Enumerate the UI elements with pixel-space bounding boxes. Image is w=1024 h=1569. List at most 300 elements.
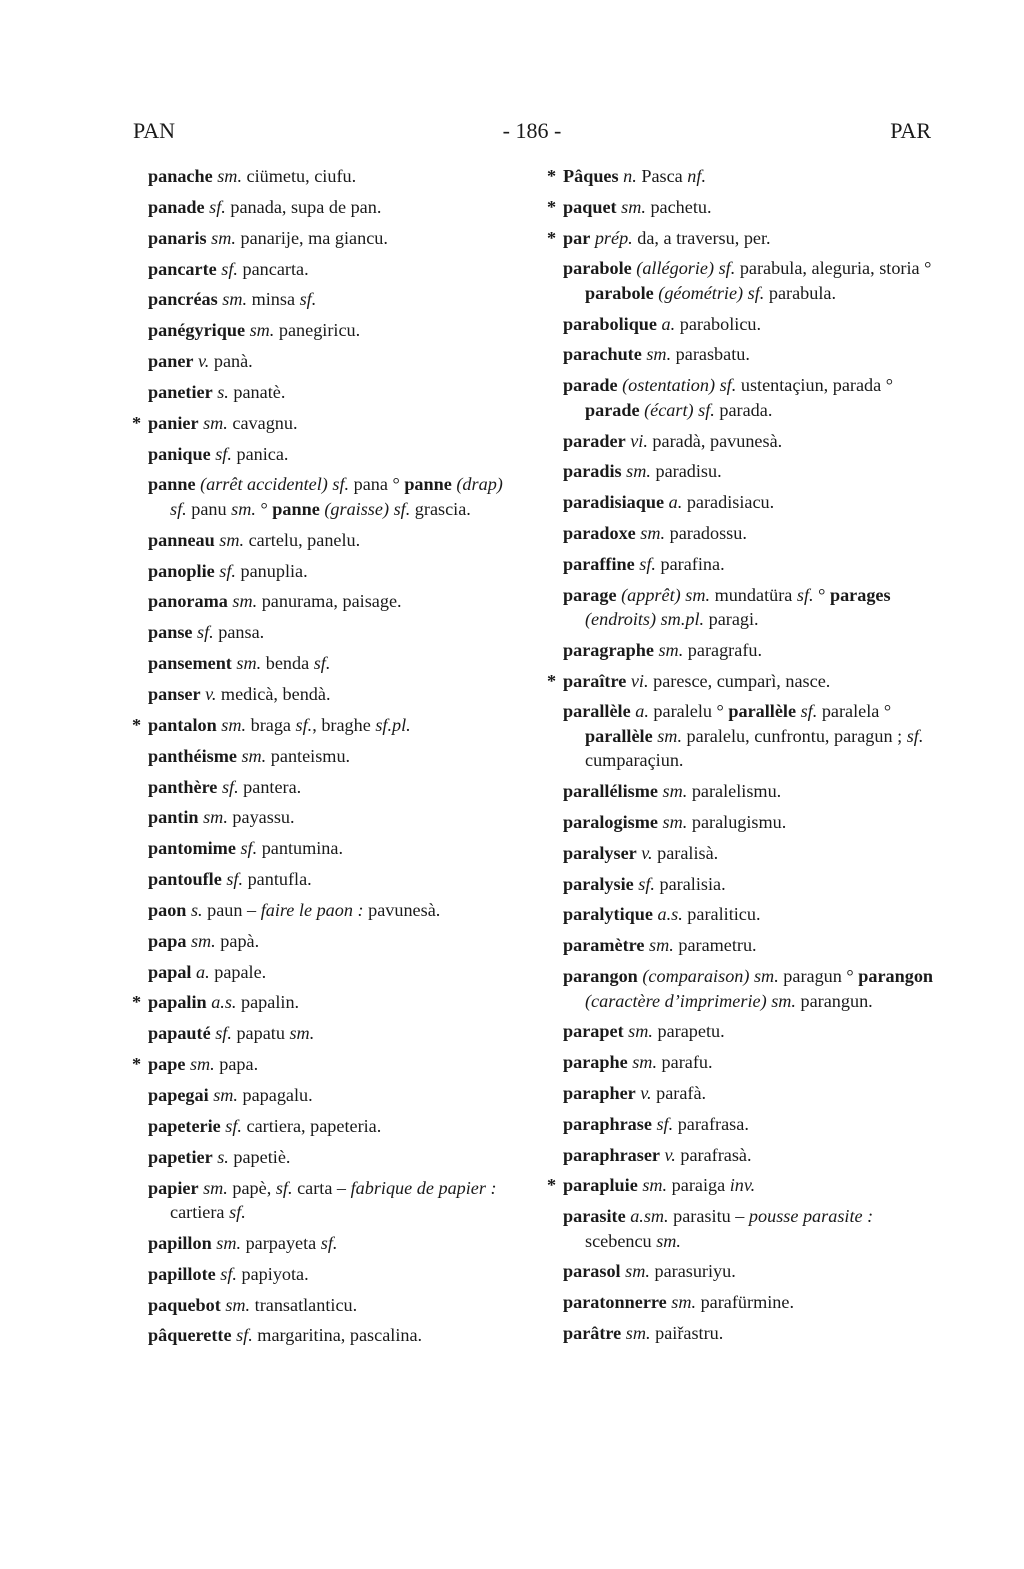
header-first-word: PAN (133, 118, 175, 143)
grammar-label: sm. (626, 461, 651, 482)
headword: pantoufle (148, 869, 222, 890)
definition-text: mundatüra (710, 584, 797, 605)
grammar-label: sf. (236, 1325, 253, 1346)
dictionary-entry (132, 990, 524, 1015)
right-column (547, 164, 935, 1352)
asterisk-marker: * (132, 412, 142, 433)
headword: paralogisme (563, 812, 658, 833)
grammar-label: a. (635, 701, 649, 722)
dictionary-entry (563, 1143, 935, 1168)
definition-text: ciümetu, ciufu. (242, 166, 357, 186)
headword: parâtre (563, 1323, 622, 1343)
grammar-label: sf.pl. (375, 714, 411, 735)
grammar-label: a. (661, 313, 676, 334)
grammar-label: sf. (638, 873, 655, 894)
grammar-label: sm. (753, 966, 779, 987)
headword: pâquerette (148, 1325, 232, 1346)
grammar-label: sm. (232, 591, 258, 612)
headword: paradoxe (563, 522, 636, 543)
definition-text: cumparaçiun. (585, 750, 684, 771)
grammar-label: sm. (221, 714, 247, 735)
grammar-label: sf. (215, 443, 232, 464)
headword: papa (148, 930, 187, 951)
asterisk-marker: * (547, 670, 557, 691)
dictionary-entry (148, 380, 524, 405)
dictionary-entry (148, 195, 524, 220)
headword: panique (148, 443, 211, 464)
definition-text: parabula. (764, 282, 837, 303)
definition-text: papè, (227, 1177, 276, 1198)
headword: paramètre (563, 935, 645, 956)
definition-text: panà. (209, 351, 253, 372)
definition-text: paralelu, cunfrontu, paragun ; (682, 725, 907, 746)
definition-text: panu (186, 498, 232, 519)
grammar-label: sf. (393, 498, 411, 519)
headword: parader (563, 430, 626, 451)
headword: panier (148, 412, 199, 433)
headword: paquebot (148, 1294, 221, 1315)
asterisk-marker: * (547, 227, 557, 248)
headword: parasite (563, 1206, 626, 1227)
grammar-label: v. (640, 1082, 652, 1103)
dictionary-entry (148, 589, 524, 614)
definition-text: parabula, aleguria, storia ° (735, 258, 932, 279)
definition-text: paresce, cumparì, nasce. (648, 670, 831, 691)
dictionary-entry (563, 779, 935, 804)
headword: parasol (563, 1261, 621, 1282)
definition-text: paralisia. (654, 873, 726, 894)
dictionary-entry (563, 964, 935, 1013)
grammar-label: sf. (240, 838, 258, 859)
grammar-label: sm. (225, 1294, 251, 1315)
definition-text: parafina. (655, 553, 725, 574)
dictionary-entry (563, 459, 935, 484)
definition-text: papiyota. (236, 1263, 309, 1284)
definition-text: paralela ° (817, 701, 892, 722)
left-column (132, 164, 524, 1354)
dictionary-entry (547, 164, 935, 189)
headword: pantin (148, 807, 199, 828)
grammar-label: sm. (289, 1023, 315, 1044)
headword: papal (148, 961, 192, 982)
dictionary-entry (547, 226, 935, 251)
dictionary-entry (563, 256, 935, 305)
dictionary-entry (148, 349, 524, 374)
grammar-label: a. (196, 961, 210, 982)
headword: pancréas (148, 289, 218, 310)
headword: pantomime (148, 838, 236, 859)
definition-text: parametru. (673, 935, 757, 956)
headword: parapluie (563, 1175, 638, 1196)
usage-label: (drap) (456, 474, 503, 495)
grammar-label: sm. (213, 1084, 238, 1105)
dictionary-entry (148, 1293, 524, 1318)
definition-text: parafà. (651, 1082, 707, 1103)
definition-text: paragi. (704, 609, 759, 630)
asterisk-marker: * (132, 714, 142, 735)
dictionary-entry (563, 1290, 935, 1315)
grammar-label: sm. (671, 1292, 697, 1313)
definition-text: pantufla. (243, 869, 312, 890)
headword: paquet (563, 196, 617, 217)
headword: parabole (563, 258, 632, 279)
definition-text: panurama, paisage. (257, 591, 402, 612)
definition-text: paraiga (667, 1175, 730, 1196)
dictionary-entry (563, 1019, 935, 1044)
grammar-label: sm. (662, 781, 688, 802)
definition-text: Pasca (636, 166, 688, 186)
dictionary-entry (148, 867, 524, 892)
headword: panneau (148, 529, 215, 550)
dictionary-entry (563, 902, 935, 927)
usage-label: (ostentation) (622, 375, 716, 396)
headword: pansement (148, 653, 232, 674)
grammar-label: sf. (299, 289, 317, 310)
grammar-label: sf. (275, 1177, 293, 1198)
dictionary-entry (148, 528, 524, 553)
headword: panégyrique (148, 320, 246, 341)
headword: parachute (563, 344, 642, 365)
headword: panorama (148, 591, 228, 612)
asterisk-marker: * (132, 1054, 142, 1075)
dictionary-entry (563, 1081, 935, 1106)
usage-label: fabrique de papier : (350, 1177, 497, 1198)
headword: parallèle (728, 701, 797, 722)
definition-text: paun – (202, 899, 261, 920)
grammar-label: sm. (219, 529, 245, 550)
dictionary-entry (563, 1321, 935, 1346)
definition-text: cartiera, papeteria. (241, 1115, 382, 1136)
headword: paradisiaque (563, 492, 665, 513)
definition-text: minsa (247, 289, 300, 310)
headword: papegai (148, 1084, 209, 1105)
dictionary-entry (132, 411, 524, 436)
dictionary-entry (148, 1145, 524, 1170)
grammar-label: s. (190, 899, 203, 920)
definition-text: cartiera (170, 1202, 230, 1222)
usage-label: pousse parasite : (748, 1206, 874, 1227)
definition-text: paralelismu. (687, 781, 782, 802)
headword: papalin (148, 992, 207, 1013)
headword: paralyser (563, 842, 637, 863)
grammar-label: sm. (222, 289, 248, 310)
usage-label: (apprêt) (621, 584, 681, 605)
grammar-label: sf. (332, 474, 350, 495)
grammar-label: sm. (621, 196, 646, 217)
dictionary-entry (563, 872, 935, 897)
definition-text: papetiè. (228, 1146, 291, 1167)
definition-text: papalin. (236, 992, 300, 1013)
definition-text: parafu. (657, 1052, 713, 1073)
dictionary-entry (547, 1173, 935, 1198)
headword: paratonnerre (563, 1292, 667, 1313)
headword: pancarte (148, 258, 217, 279)
usage-label: (arrêt accidentel) (200, 474, 328, 495)
grammar-label: nf. (687, 166, 706, 186)
grammar-label: sf. (221, 776, 239, 797)
definition-text: panica. (231, 443, 289, 464)
definition-text: papatu (231, 1023, 290, 1044)
dictionary-entry (148, 1323, 524, 1348)
dictionary-entry (148, 775, 524, 800)
grammar-label: v. (664, 1144, 676, 1165)
definition-text: parangun. (795, 990, 873, 1011)
definition-text: panteismu. (266, 745, 351, 766)
headword: paraître (563, 670, 627, 691)
dictionary-entry (563, 933, 935, 958)
dictionary-entry (148, 1176, 524, 1225)
grammar-label: sm. (189, 1054, 215, 1075)
usage-label: (écart) (644, 399, 694, 420)
definition-text: pansa. (213, 622, 265, 643)
definition-text: paralelu ° (648, 701, 729, 722)
headword: parade (563, 375, 618, 396)
grammar-label: sm. (203, 807, 228, 828)
headword: paner (148, 351, 194, 372)
grammar-label: v. (198, 351, 210, 372)
grammar-label: sm. (625, 1323, 651, 1343)
definition-text: grascia. (410, 498, 471, 519)
dictionary-entry (148, 472, 524, 521)
dictionary-entry (563, 1259, 935, 1284)
dictionary-entry (148, 1231, 524, 1256)
headword: papeterie (148, 1115, 221, 1136)
dictionary-entry (563, 429, 935, 454)
grammar-label: sf. (295, 714, 313, 735)
dictionary-entry (148, 164, 524, 189)
grammar-label: sm. (625, 1261, 650, 1282)
grammar-label: s. (217, 381, 229, 402)
grammar-label: sm. (628, 1021, 653, 1042)
headword: parabolique (563, 313, 657, 334)
usage-label: (allégorie) (636, 258, 715, 279)
grammar-label: prép. (594, 227, 633, 248)
grammar-label: sf. (639, 553, 656, 574)
dictionary-entry (563, 521, 935, 546)
grammar-label: vi. (630, 430, 648, 451)
dictionary-entry (148, 287, 524, 312)
dictionary-entry (563, 490, 935, 515)
dictionary-entry (563, 699, 935, 773)
headword: paradis (563, 461, 622, 482)
headword: paraphrase (563, 1113, 652, 1134)
running-header (133, 118, 931, 148)
grammar-label: sm. (656, 1230, 681, 1251)
headword: pantalon (148, 714, 217, 735)
usage-label: (géométrie) (658, 282, 744, 303)
grammar-label: sf. (209, 196, 226, 217)
grammar-label: sm. (771, 990, 796, 1011)
headword: parapher (563, 1082, 636, 1103)
definition-text: parafrasà. (675, 1144, 752, 1165)
dictionary-entry (148, 257, 524, 282)
definition-text: paiřastru. (650, 1323, 724, 1343)
definition-text: pantera. (238, 776, 302, 797)
grammar-label: sm. (236, 653, 262, 674)
headword: papauté (148, 1023, 211, 1044)
headword: paralysie (563, 873, 634, 894)
headword: panoplie (148, 560, 215, 581)
definition-text: paragrafu. (683, 639, 763, 660)
grammar-label: sm. (211, 227, 236, 248)
grammar-label: sf. (221, 258, 238, 279)
dictionary-entry (563, 1050, 935, 1075)
dictionary-entry (547, 669, 935, 694)
definition-text: paralugismu. (687, 812, 787, 833)
headword: panthéisme (148, 745, 237, 766)
grammar-label: sf. (313, 653, 331, 674)
definition-text: transatlanticu. (250, 1294, 358, 1315)
definition-text: paradisu. (650, 461, 722, 482)
definition-text: margaritina, pascalina. (252, 1325, 423, 1346)
headword: parallèle (585, 725, 653, 746)
definition-text: ustentaçiun, parada ° (736, 375, 894, 396)
definition-text: panada, supa de pan. (225, 196, 382, 217)
definition-text: paragun ° (778, 966, 859, 987)
dictionary-entry (563, 810, 935, 835)
dictionary-entry (148, 651, 524, 676)
definition-text: payassu. (227, 807, 295, 828)
grammar-label: sf. (197, 622, 214, 643)
grammar-label: sm. (662, 812, 688, 833)
headword: parade (585, 399, 640, 420)
definition-text: pachetu. (645, 196, 712, 217)
definition-text: parabolicu. (675, 313, 762, 334)
grammar-label: sf. (226, 869, 244, 890)
headword: papetier (148, 1146, 213, 1167)
headword: papillote (148, 1263, 216, 1284)
definition-text: paradisiacu. (682, 492, 775, 513)
dictionary-entry (563, 552, 935, 577)
grammar-label: sm. (685, 584, 711, 605)
dictionary-entry (148, 929, 524, 954)
grammar-label: a. (668, 492, 683, 513)
usage-label: (caractère d’imprimerie) (585, 990, 767, 1011)
dictionary-entry (148, 226, 524, 251)
headword: panade (148, 196, 205, 217)
dictionary-entry (148, 559, 524, 584)
headword: panaris (148, 227, 207, 248)
grammar-label: sm. (231, 498, 256, 519)
dictionary-entry (563, 373, 935, 422)
grammar-label: n. (623, 166, 637, 186)
headword: panser (148, 684, 201, 704)
headword: paon (148, 899, 187, 920)
definition-text: papa. (214, 1054, 259, 1075)
definition-text: scebencu (585, 1230, 657, 1251)
headword: parabole (585, 282, 654, 303)
headword: paraphraser (563, 1144, 660, 1165)
definition-text: cartelu, panelu. (244, 529, 361, 550)
dictionary-entry (148, 1262, 524, 1287)
headword: paraphe (563, 1052, 628, 1073)
grammar-label: sm. (216, 1232, 242, 1253)
grammar-label: sf. (800, 701, 818, 722)
usage-label: (endroits) (585, 609, 657, 630)
definition-text: papagalu. (237, 1084, 313, 1105)
grammar-label: sm. (190, 930, 216, 951)
headword: papier (148, 1177, 199, 1198)
definition-text: pantumina. (257, 838, 344, 859)
grammar-label: sf. (170, 498, 187, 519)
definition-text: pavunesà. (363, 899, 441, 920)
headword: paragraphe (563, 639, 654, 660)
definition-text: paralisà. (652, 842, 719, 863)
asterisk-marker: * (132, 992, 142, 1013)
headword: Pâques (563, 166, 619, 186)
dictionary-entry (148, 1083, 524, 1108)
definition-text: benda (261, 653, 314, 674)
dictionary-entry (148, 836, 524, 861)
headword: panne (404, 474, 452, 495)
headword: panne (148, 474, 196, 495)
dictionary-entry (563, 312, 935, 337)
dictionary-entry (132, 713, 524, 738)
dictionary-entry (148, 620, 524, 645)
grammar-label: v. (205, 684, 217, 704)
grammar-label: sm. (249, 320, 275, 341)
definition-text: braga (246, 714, 296, 735)
definition-text: ° (813, 584, 830, 605)
grammar-label: v. (641, 842, 653, 863)
definition-text: parapetu. (652, 1021, 725, 1042)
definition-text: panatè. (228, 381, 286, 402)
grammar-label: sf. (229, 1202, 246, 1222)
headword: panache (148, 166, 213, 186)
grammar-label: vi. (630, 670, 649, 691)
dictionary-entry (148, 960, 524, 985)
asterisk-marker: * (547, 1175, 557, 1196)
definition-text: paraliticu. (682, 904, 761, 925)
headword: panetier (148, 381, 213, 402)
definition-text: parasbatu. (671, 344, 750, 365)
page-number: - 186 - (502, 118, 562, 143)
headword: parallèle (563, 701, 631, 722)
grammar-label: sm. (658, 639, 684, 660)
headword: paralytique (563, 904, 653, 925)
grammar-label: sm. (640, 522, 666, 543)
grammar-label: sf. (796, 584, 814, 605)
definition-text: paradossu. (665, 522, 747, 543)
headword: parages (829, 584, 891, 605)
dictionary-entry (148, 898, 524, 923)
dictionary-entry (563, 638, 935, 663)
dictionary-entry (148, 682, 524, 707)
definition-text: carta – (292, 1177, 351, 1198)
definition-text: paradà, pavunesà. (647, 430, 783, 451)
dictionary-entry (148, 744, 524, 769)
grammar-label: a.s. (211, 992, 237, 1013)
asterisk-marker: * (547, 166, 557, 186)
grammar-label: sf. (747, 282, 765, 303)
grammar-label: sf. (225, 1115, 242, 1136)
grammar-label: sf. (220, 1263, 237, 1284)
dictionary-entry (148, 1114, 524, 1139)
grammar-label: inv. (729, 1175, 756, 1196)
grammar-label: s. (217, 1146, 229, 1167)
definition-text: da, a traversu, per. (632, 227, 771, 248)
definition-text: parada. (714, 399, 773, 420)
definition-text: papà. (215, 930, 260, 951)
grammar-label: sm. (203, 412, 228, 433)
headword: panse (148, 622, 193, 643)
headword: panthère (148, 776, 218, 797)
definition-text: parasuriyu. (649, 1261, 736, 1282)
definition-text: panuplia. (235, 560, 308, 581)
definition-text: , braghe (312, 714, 376, 735)
dictionary-entry (563, 342, 935, 367)
headword: papillon (148, 1232, 212, 1253)
